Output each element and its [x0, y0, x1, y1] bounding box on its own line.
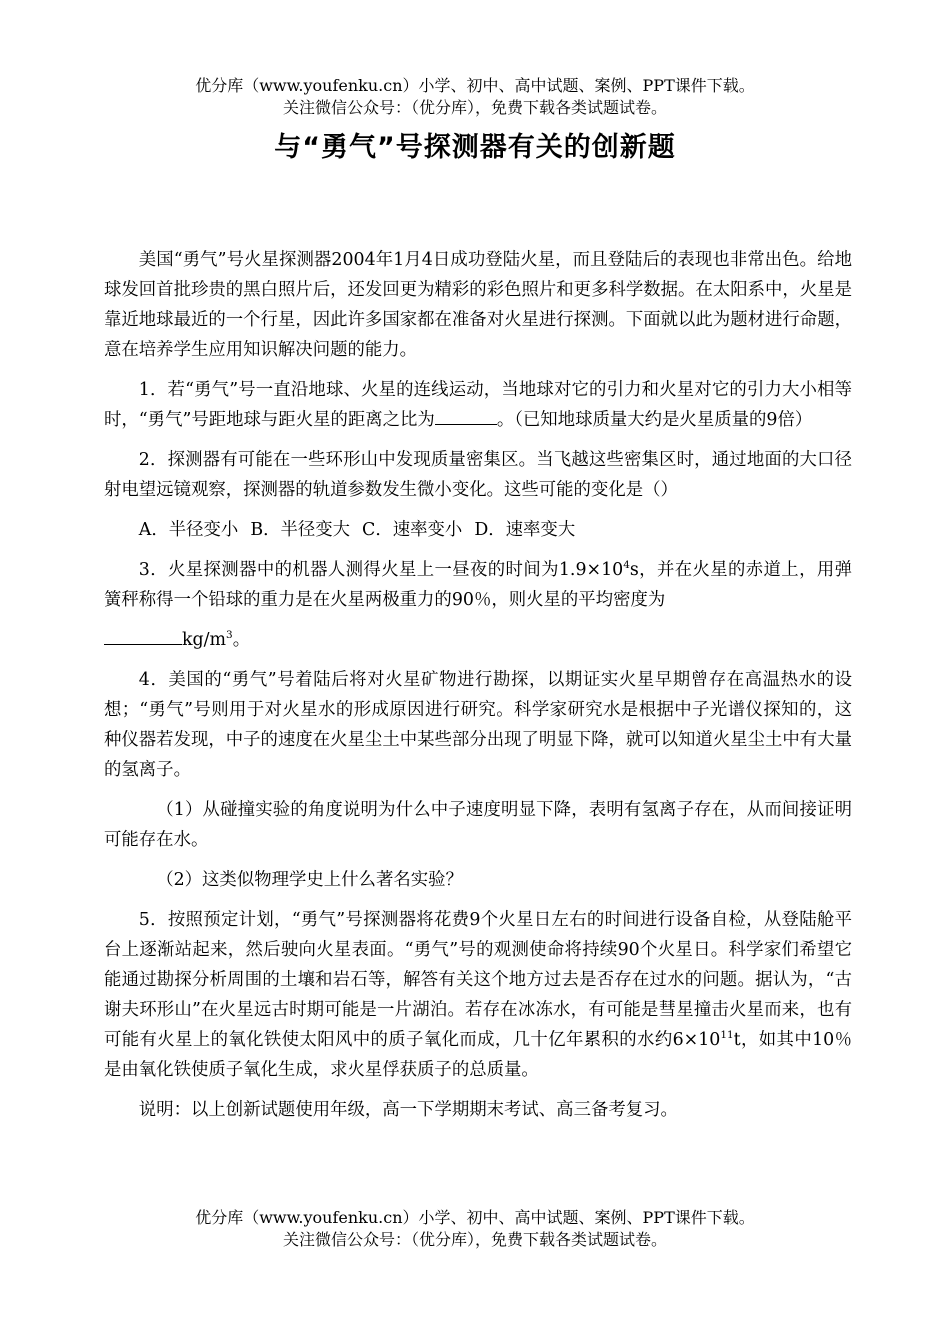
question-3-text-cont: s，并在火星的赤道上，用弹簧秤称得一个铅球的重力是在火星两极重力的90％，则火星的平均密度为 — [104, 560, 852, 610]
footer-line-2: 关注微信公众号：（优分库），免费下载各类试题试卷。 — [282, 1230, 667, 1249]
intro-paragraph: 美国“勇气”号火星探测器2004年1月4日成功登陆火星，而且登陆后的表现也非常出色。给地球发回首批珍贵的黑白照片后，还发回更为精彩的彩色照片和更多科学数据。在太阳系中，火星是靠近地球最近的一个行星，因此许多国家都在准备对火星进行探测。下面就以此为题材进行命题，意在培养学生应用知识解决问题的能力。 — [104, 250, 852, 360]
question-1 — [104, 375, 852, 435]
question-4-part-1: （1）从碰撞实验的角度说明为什么中子速度明显下降，表明有氢离子存在，从而间接证明可能存在水。 — [104, 800, 852, 850]
question-5-text-cont: t，如其中10％是由氧化铁使质子氧化生成，求火星俘获质子的总质量。 — [104, 1030, 852, 1080]
question-3-exponent: 4 — [623, 559, 630, 572]
question-3-end: 。 — [232, 630, 251, 650]
answer-blank — [435, 406, 497, 425]
option-b: B．半径变大 — [250, 520, 351, 540]
document-body — [104, 245, 852, 1135]
question-1-text: 1．若“勇气”号一直沿地球、火星的连线运动，当地球对它的引力和火星对它的引力大小相等时，“勇气”号距地球与距火星的距离之比为 — [104, 380, 852, 430]
question-2-options — [104, 515, 852, 545]
page-header — [0, 75, 950, 119]
question-1-tail: 。（已知地球质量大约是火星质量的9倍） — [496, 410, 813, 430]
question-3-answer-line — [104, 625, 852, 655]
question-4: 4．美国的“勇气”号着陆后将对火星矿物进行勘探，以期证实火星早期曾存在高温热水的设想；“勇气”号则用于对火星水的形成原因进行研究。科学家研究水是根据中子光谱仪探知的，这种仪器若发现，中子的速度在火星尘土中某些部分出现了明显下降，就可以知道火星尘土中有大量的氢离子。 — [104, 670, 852, 780]
question-2: 2．探测器有可能在一些环形山中发现质量密集区。当飞越这些密集区时，通过地面的大口径射电望远镜观察，探测器的轨道参数发生微小变化。这些可能的变化是（） — [104, 450, 852, 500]
density-unit-exponent: 3 — [226, 629, 233, 642]
usage-note: 说明：以上创新试题使用年级，高一下学期期末考试、高三备考复习。 — [138, 1100, 678, 1120]
document-title: 与“勇气”号探测器有关的创新题 — [274, 132, 676, 163]
answer-blank — [104, 626, 182, 645]
option-d: D．速率变大 — [474, 520, 576, 540]
question-5-exponent: 11 — [720, 1029, 734, 1042]
header-line-2: 关注微信公众号：（优分库），免费下载各类试题试卷。 — [282, 98, 667, 117]
question-5-text: 5．按照预定计划，“勇气”号探测器将花费9个火星日左右的时间进行设备自检，从登陆舱平台上逐渐站起来，然后驶向火星表面。“勇气”号的观测使命将持续90个火星日。科学家们希望它能通过勘探分析周围的土壤和岩石等，解答有关这个地方过去是否存在过水的问题。据认为，“古谢夫环形山”在火星远古时期可能是一片湖泊。若存在冰冻水，有可能是彗星撞击火星而来，也有可能有火星上的氧化铁使太阳风中的质子氧化而成，几十亿年累积的水约6×10 — [104, 910, 852, 1050]
header-line-1: 优分库（www.youfenku.cn）小学、初中、高中试题、案例、PPT课件下载。 — [195, 76, 755, 95]
question-4-part-2: （2）这类似物理学史上什么著名实验？ — [156, 870, 463, 890]
density-unit: kg/m — [182, 630, 227, 650]
question-3-text: 3．火星探测器中的机器人测得火星上一昼夜的时间为1.9×10 — [138, 560, 624, 580]
question-3 — [104, 555, 852, 615]
option-c: C．速率变小 — [362, 520, 463, 540]
question-5 — [104, 905, 852, 1085]
option-a: A．半径变小 — [138, 520, 239, 540]
footer-line-1: 优分库（www.youfenku.cn）小学、初中、高中试题、案例、PPT课件下载。 — [195, 1208, 755, 1227]
page-footer — [0, 1207, 950, 1251]
